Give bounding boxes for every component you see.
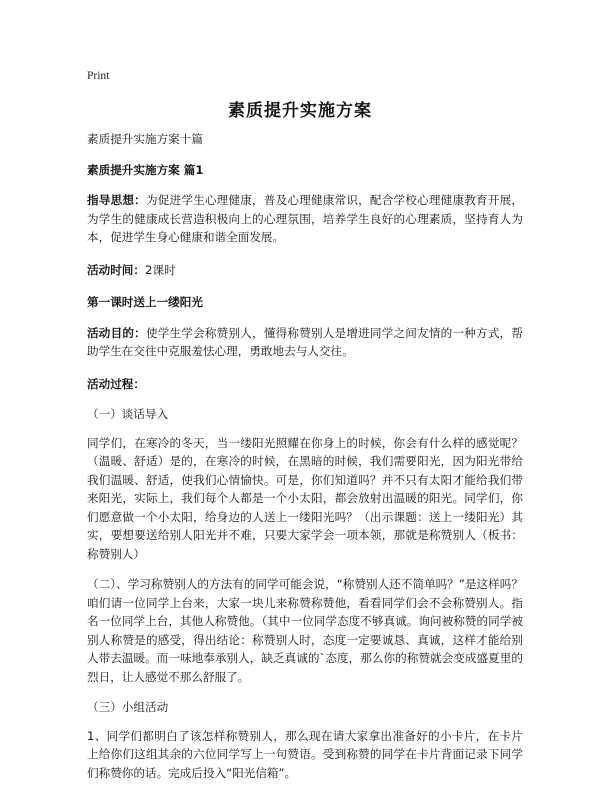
document-body — [87, 130, 523, 794]
time-text: 2课时 — [144, 262, 176, 277]
document-title: 素质提升实施方案 — [228, 101, 372, 121]
step1-paragraph: 同学们，在寒冷的冬天，当一缕阳光照耀在你身上的时候，你会有什么样的感觉呢？（温暖、舒适）是的，在寒冷的时候，在黑暗的时候，我们需要阳光，因为阳光带给我们温暖、舒适，使我们心情愉快。可是，你们知道吗？并不只有太阳才能给我们带来阳光，实际上，我们每个人都是一个小太阳，都会放射出温暖的阳光。同学们，你们愿意做一个小太阳，给身边的人送上一缕阳光吗？（出示课题：送上一缕阳光）其实，要想要送给别人阳光并不难，只要大家学会一项本领，那就是称赞别人（板书：称赞别人） — [87, 435, 523, 561]
step2-paragraph: （二）、学习称赞别人的方法有的同学可能会说，“称赞别人还不简单吗？”是这样吗？咱们请一位同学上台来，大家一块儿来称赞称赞他，看看同学们会不会称赞别人。指名一位同学上台，其他人称赞他。（其中一位同学态度不够真诚。询问被称赞的同学被别人称赞是的感受，得出结论：称赞别人时，态度一定要诚恳、真诚，这样才能给别人带去温暖。而一味地奉承别人，缺乏真诚的`态度，那么你的称赞就会变成盛夏里的烈日，让人感觉不那么舒服了。 — [87, 577, 523, 684]
lesson-title: 第一课时送上一缕阳光 — [87, 295, 203, 309]
guiding-label: 指导思想： — [87, 193, 146, 207]
process-label: 活动过程： — [87, 376, 145, 391]
print-label[interactable]: Print — [87, 70, 110, 82]
guiding-text: 为促进学生心理健康，普及心理健康常识，配合学校心理健康教育开展，为学生的健康成长营造积极向上的心理氛围，培养学生良好的心理素质，坚持育人为本，促进学生身心健康和谐全面发展。 — [87, 193, 523, 244]
time-label: 活动时间： — [87, 262, 145, 277]
step3-paragraph: 1、同学们都明白了该怎样称赞别人，那么现在请大家拿出准备好的小卡片，在卡片上给你们这组其余的六位同学写上一句赞语。受到称赞的同学在卡片背面记录下同学们称赞你的话。完成后投入“阳光信箱”。 — [87, 728, 523, 780]
guiding-paragraph — [87, 191, 523, 247]
step3-title: （三）小组活动 — [87, 700, 169, 714]
goal-paragraph — [87, 324, 523, 361]
document-subtitle: 素质提升实施方案十篇 — [87, 132, 203, 146]
step1-title: （一）谈话导入 — [87, 407, 169, 421]
goal-text: 使学生学会称赞别人，懂得称赞别人是增进同学之间友情的一种方式，帮助学生在交往中克服羞怯心理，勇敢地去与人交往。 — [87, 325, 523, 358]
goal-label: 活动目的： — [87, 325, 146, 340]
time-paragraph — [87, 261, 523, 280]
section-title: 素质提升实施方案 篇1 — [87, 162, 204, 177]
